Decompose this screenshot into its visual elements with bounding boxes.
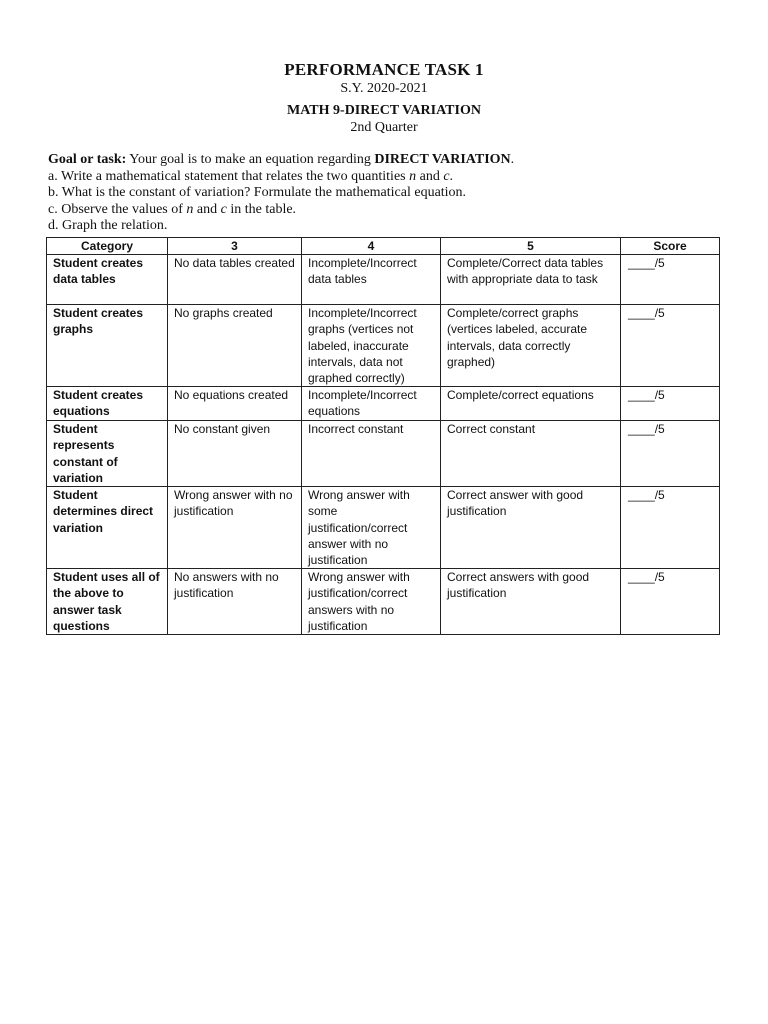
row-category: Student uses all of the above to answer task questions (47, 569, 168, 635)
header-category: Category (47, 238, 168, 255)
header-level-4: 4 (302, 238, 441, 255)
instruction-a-mid: and (416, 168, 444, 184)
row-category: Student determines direct variation (47, 487, 168, 569)
variable-n: n (409, 168, 417, 184)
quarter-label: 2nd Quarter (350, 120, 418, 135)
header-score: Score (621, 238, 720, 255)
row-level-4: Incorrect constant (302, 421, 441, 487)
instruction-b: b. What is the constant of variation? Formulate the mathematical equation. (48, 185, 467, 201)
instruction-a-text: a. Write a mathematical statement that relates the two quantities (48, 168, 410, 184)
row-level-4: Wrong answer with some justification/correct answer with no justification (302, 487, 441, 569)
row-category: Student creates graphs (47, 305, 168, 387)
row-level-5: Complete/Correct data tables with appropriate data to task (441, 255, 621, 305)
row-score: ____/5 (621, 305, 720, 387)
row-level-3: No constant given (168, 421, 302, 487)
row-level-3: No answers with no justification (168, 569, 302, 635)
row-level-5: Complete/correct graphs (vertices labeled, accurate intervals, data correctly graphed) (441, 305, 621, 387)
document-title: PERFORMANCE TASK 1 (284, 60, 484, 79)
table-row (47, 305, 720, 387)
row-level-3: No equations created (168, 387, 302, 421)
table-row (47, 487, 720, 569)
table-row (47, 255, 720, 305)
goal-emphasis: DIRECT VARIATION (374, 152, 511, 167)
row-category: Student represents constant of variation (47, 421, 168, 487)
instruction-d: d. Graph the relation. (48, 218, 168, 234)
row-score: ____/5 (621, 569, 720, 635)
row-level-5: Complete/correct equations (441, 387, 621, 421)
variable-n: n (186, 201, 194, 217)
rubric-table (46, 237, 720, 635)
task-instructions (48, 152, 728, 235)
goal-line (48, 152, 728, 169)
header-level-5: 5 (441, 238, 621, 255)
instruction-c (48, 202, 728, 219)
goal-label: Goal or task: (48, 152, 127, 167)
instruction-a (48, 169, 728, 186)
subject-title: MATH 9-DIRECT VARIATION (287, 103, 481, 118)
rubric-header-row (47, 238, 720, 255)
row-level-4: Incomplete/Incorrect equations (302, 387, 441, 421)
instruction-c-text: c. Observe the values of (48, 201, 187, 217)
row-category: Student creates equations (47, 387, 168, 421)
row-level-3: No graphs created (168, 305, 302, 387)
row-category: Student creates data tables (47, 255, 168, 305)
table-row (47, 387, 720, 421)
row-level-4: Incomplete/Incorrect graphs (vertices not labeled, inaccurate intervals, data not graphed correctly) (302, 305, 441, 387)
table-row (47, 569, 720, 635)
table-row (47, 421, 720, 487)
row-level-3: No data tables created (168, 255, 302, 305)
goal-end: . (510, 152, 515, 167)
row-level-3: Wrong answer with no justification (168, 487, 302, 569)
row-score: ____/5 (621, 487, 720, 569)
row-score: ____/5 (621, 421, 720, 487)
header-level-3: 3 (168, 238, 302, 255)
variable-c: c (220, 201, 227, 217)
row-level-5: Correct constant (441, 421, 621, 487)
instruction-a-end: . (449, 168, 454, 184)
row-level-4: Incomplete/Incorrect data tables (302, 255, 441, 305)
instruction-c-mid: and (193, 201, 221, 217)
variable-c: c (443, 168, 450, 184)
row-level-4: Wrong answer with justification/correct answers with no justification (302, 569, 441, 635)
goal-text: Your goal is to make an equation regarding (126, 152, 375, 167)
row-level-5: Correct answer with good justification (441, 487, 621, 569)
row-score: ____/5 (621, 387, 720, 421)
row-level-5: Correct answers with good justification (441, 569, 621, 635)
school-year: S.Y. 2020-2021 (340, 81, 428, 96)
row-score: ____/5 (621, 255, 720, 305)
instruction-c-end: in the table. (226, 201, 297, 217)
